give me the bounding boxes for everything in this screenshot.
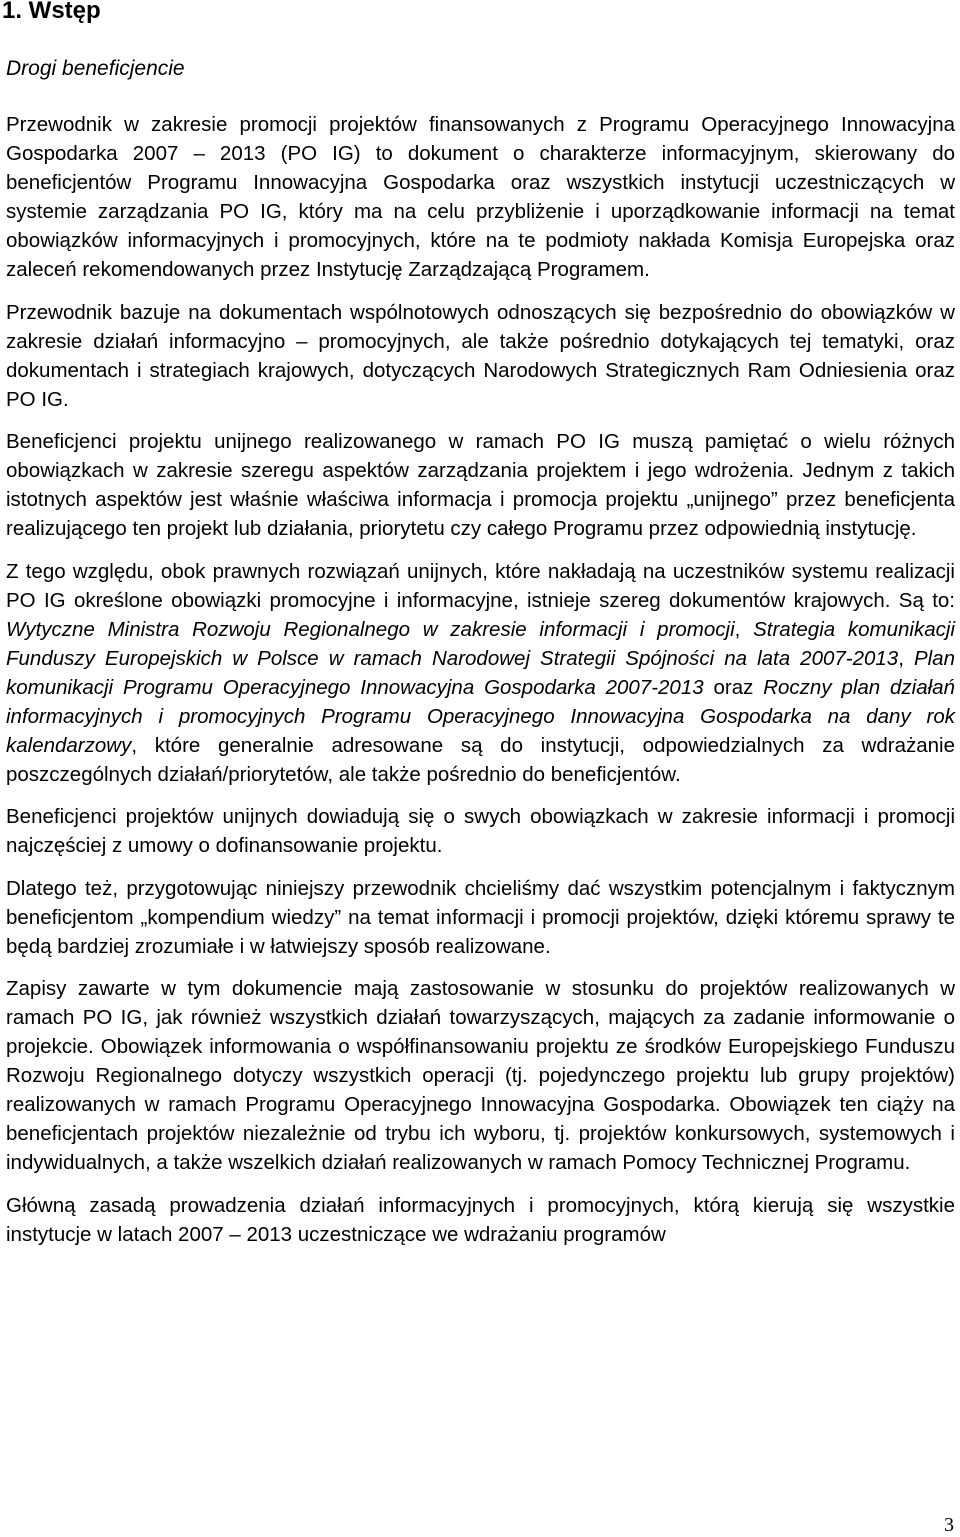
text-run: Zapisy zawarte w tym dokumencie mają zastosowanie w stosunku do projektów realizowanych w ramach PO IG, jak również wszystkich działań towarzyszących, mających za zadanie informowanie o projekcie. Obowiązek informowania o współfinansowaniu projektu ze środków Europejskiego Funduszu Rozwoju Regionalnego dotyczy wszystkich operacji (tj. pojedynczego projektu lub grupy projektów) realizowanych w ramach Programu Operacyjnego Innowacyjna Gospodarka. Obowiązek ten ciąży na beneficjentach projektów niezależnie od trybu ich wyboru, tj. projektów konkursowych, systemowych i indywidualnych, a także wszelkich działań realizowanych w ramach Pomocy Technicznej Programu. <box>6 977 955 1174</box>
italic-title: Roczny plan działań informacyjnych i promocyjnych Programu Operacyjnego Innowacyjna Gospodarka na dany rok kalendarzowy <box>6 675 955 757</box>
text-run: Beneficjenci projektu unijnego realizowanego w ramach PO IG muszą pamiętać o wielu różnych obowiązkach w zakresie szeregu aspektów zarządzania projektem i jego wdrożenia. Jednym z takich istotnych aspektów jest właśnie właściwa informacja i promocja projektu „unijnego” przez beneficjenta realizującego ten projekt lub działania, priorytetu czy całego Programu przez odpowiednią instytucję. <box>6 430 955 540</box>
text-run: Przewodnik bazuje na dokumentach wspólnotowych odnoszących się bezpośrednio do obowiązków w zakresie działań informacyjno – promocyjnych, ale także pośrednio dotykających tej tematyki, oraz dokumentach i strategiach krajowych, dotyczących Narodowych Strategicznych Ram Odniesienia oraz PO IG. <box>6 300 955 411</box>
text-run: Dlatego też, przygotowując niniejszy przewodnik chcieliśmy dać wszystkim potencjalnym i faktycznym beneficjentom „kompendium wiedzy” na temat informacji i promocji projektów, dzięki któremu sprawy te będą bardziej zrozumiałe i w łatwiejszy sposób realizowane. <box>6 876 955 958</box>
paragraph <box>6 557 955 789</box>
paragraph <box>6 1191 955 1249</box>
body-text <box>6 110 955 1262</box>
text-run: Główną zasadą prowadzenia działań informacyjnych i promocyjnych, którą kierują się wszystkie instytucje w latach 2007 – 2013 uczestniczące we wdrażaniu programów <box>6 1193 955 1246</box>
text-run: Przewodnik w zakresie promocji projektów finansowanych z Programu Operacyjnego Innowacyjna Gospodarka 2007 – 2013 (PO IG) to dokument o charakterze informacyjnym, skierowany do beneficjentów Programu Innowacyjna Gospodarka oraz wszystkich instytucji uczestniczących w systemie zarządzania PO IG, który ma na celu przybliżenie i uporządkowanie informacji na temat obowiązków informacyjnych i promocyjnych, które na te podmioty nakłada Komisja Europejska oraz zaleceń rekomendowanych przez Instytucję Zarządzającą Programem. <box>6 113 955 281</box>
page-number: 3 <box>944 1514 954 1536</box>
text-run: Z tego względu, obok prawnych rozwiązań unijnych, które nakładają na uczestników systemu realizacji PO IG określone obowiązki promocyjne i informacyjne, istnieje szereg dokumentów krajowych. Są to: <box>6 559 955 612</box>
paragraph <box>6 298 955 414</box>
italic-title: Strategia komunikacji Funduszy Europejskich w Polsce w ramach Narodowej Strategii Spójności na lata 2007-2013 <box>6 617 955 670</box>
text-run: , <box>734 617 754 641</box>
paragraph <box>6 802 955 860</box>
italic-title: Plan komunikacji Programu Operacyjnego Innowacyjna Gospodarka 2007-2013 <box>6 646 955 699</box>
paragraph <box>6 974 955 1177</box>
italic-title: Wytyczne Ministra Rozwoju Regionalnego w zakresie informacji i promocji <box>6 617 735 641</box>
salutation: Drogi beneficjencie <box>6 57 185 80</box>
text-run: oraz <box>703 675 764 699</box>
text-run: Beneficjenci projektów unijnych dowiadują się o swych obowiązkach w zakresie informacji i promocji najczęściej z umowy o dofinansowanie projektu. <box>6 805 955 857</box>
text-run: , <box>898 646 914 670</box>
paragraph <box>6 427 955 543</box>
paragraph <box>6 110 955 284</box>
paragraph <box>6 874 955 961</box>
text-run: , które generalnie adresowane są do instytucji, odpowiedzialnych za wdrażanie poszczególnych działań/priorytetów, ale także pośrednio do beneficjentów. <box>6 733 955 786</box>
section-heading: 1. Wstęp <box>2 0 101 24</box>
